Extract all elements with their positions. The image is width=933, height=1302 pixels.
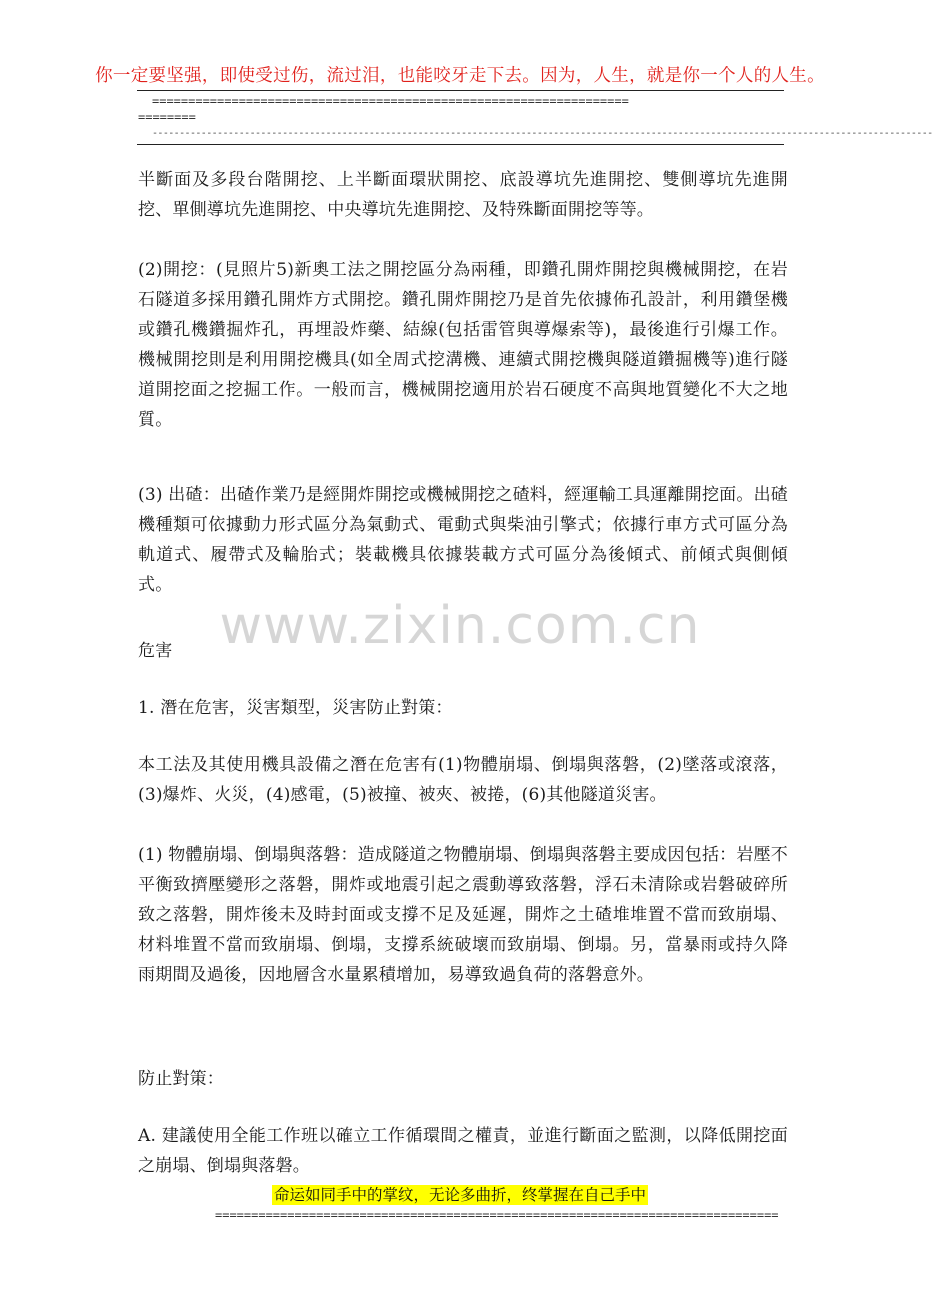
footer-quote — [0, 1183, 920, 1205]
paragraph-hazard-list: 本工法及其使用機具設備之潛在危害有(1)物體崩塌、倒塌與落磐，(2)墜落或滾落，(3)爆炸、火災，(4)感電，(5)被撞、被夾、被捲，(6)其他隧道災害。 — [138, 755, 788, 805]
footer-quote-text: 命运如同手中的掌纹，无论多曲折，终掌握在自己手中 — [273, 1186, 646, 1204]
paragraph-prevention-a: A. 建議使用全能工作班以確立工作循環間之權責，並進行斷面之監測，以降低開挖面之崩塌、倒塌與落磐。 — [138, 1126, 788, 1176]
paragraph-excavation: (2)開挖：(見照片5)新奧工法之開挖區分為兩種，即鑽孔開炸開挖與機械開挖，在岩石隧道多採用鑽孔開炸方式開挖。鑽孔開炸開挖乃是首先依據佈孔設計，利用鑽堡機或鑽孔機鑽掘炸孔，再埋設炸藥、結線(包括雷管與導爆索等)，最後進行引爆工作。機械開挖則是利用開挖機具(如全周式挖溝機、連續式開挖機與隧道鑽掘機等)進行隧道開挖面之挖掘工作。一般而言，機械開挖適用於岩石硬度不高與地質變化不大之地質。 — [138, 260, 788, 430]
header-equals-line: ================================================================== — [152, 94, 629, 108]
paragraph-collapse: (1) 物體崩塌、倒塌與落磐：造成隧道之物體崩塌、倒塌與落磐主要成因包括：岩壓不平衡致擠壓變形之落磐，開炸或地震引起之震動導致落磐，浮石未清除或岩磐破碎所致之落磐，開炸後未及時封面或支撐不足及延遲，開炸之土碴堆堆置不當而致崩塌、材料堆置不當而致崩塌、倒塌，支撐系統破壞而致崩塌、倒塌。另，當暴雨或持久降雨期間及過後，因地層含水量累積增加，易導致過負荷的落磐意外。 — [138, 845, 788, 985]
paragraph-mucking: (3) 出碴：出碴作業乃是經開炸開挖或機械開挖之碴料，經運輸工具運離開挖面。出碴機種類可依據動力形式區分為氣動式、電動式與柴油引擎式；依據行車方式可區分為軌道式、履帶式及輪胎式；裝載機具依據裝載方式可區分為後傾式、前傾式與側傾式。 — [138, 485, 788, 595]
watermark: www.zixin.com.cn — [219, 596, 701, 656]
paragraph-excavation-methods: 半斷面及多段台階開挖、上半斷面環狀開挖、底設導坑先進開挖、雙側導坑先進開挖、單側導坑先進開挖、中央導坑先進開挖、及特殊斷面開挖等等。 — [138, 170, 788, 220]
heading-potential-hazards: 1. 潛在危害，災害類型，災害防止對策： — [138, 698, 453, 718]
header-rule — [137, 90, 784, 91]
header-dash-line: ------------------------------------------------------------------------------------------------------------------------------------------------ — [152, 128, 933, 139]
heading-prevention: 防止對策： — [138, 1069, 224, 1089]
heading-hazards: 危害 — [138, 641, 173, 661]
header-rule-bottom — [137, 144, 784, 145]
footer-equals-line: ============================================================================== — [215, 1208, 779, 1222]
header-equals-line-wrap: ======== — [138, 110, 196, 124]
header-quote: 你一定要坚强，即使受过伤，流过泪，也能咬牙走下去。因为，人生，就是你一个人的人生。 — [95, 66, 825, 86]
